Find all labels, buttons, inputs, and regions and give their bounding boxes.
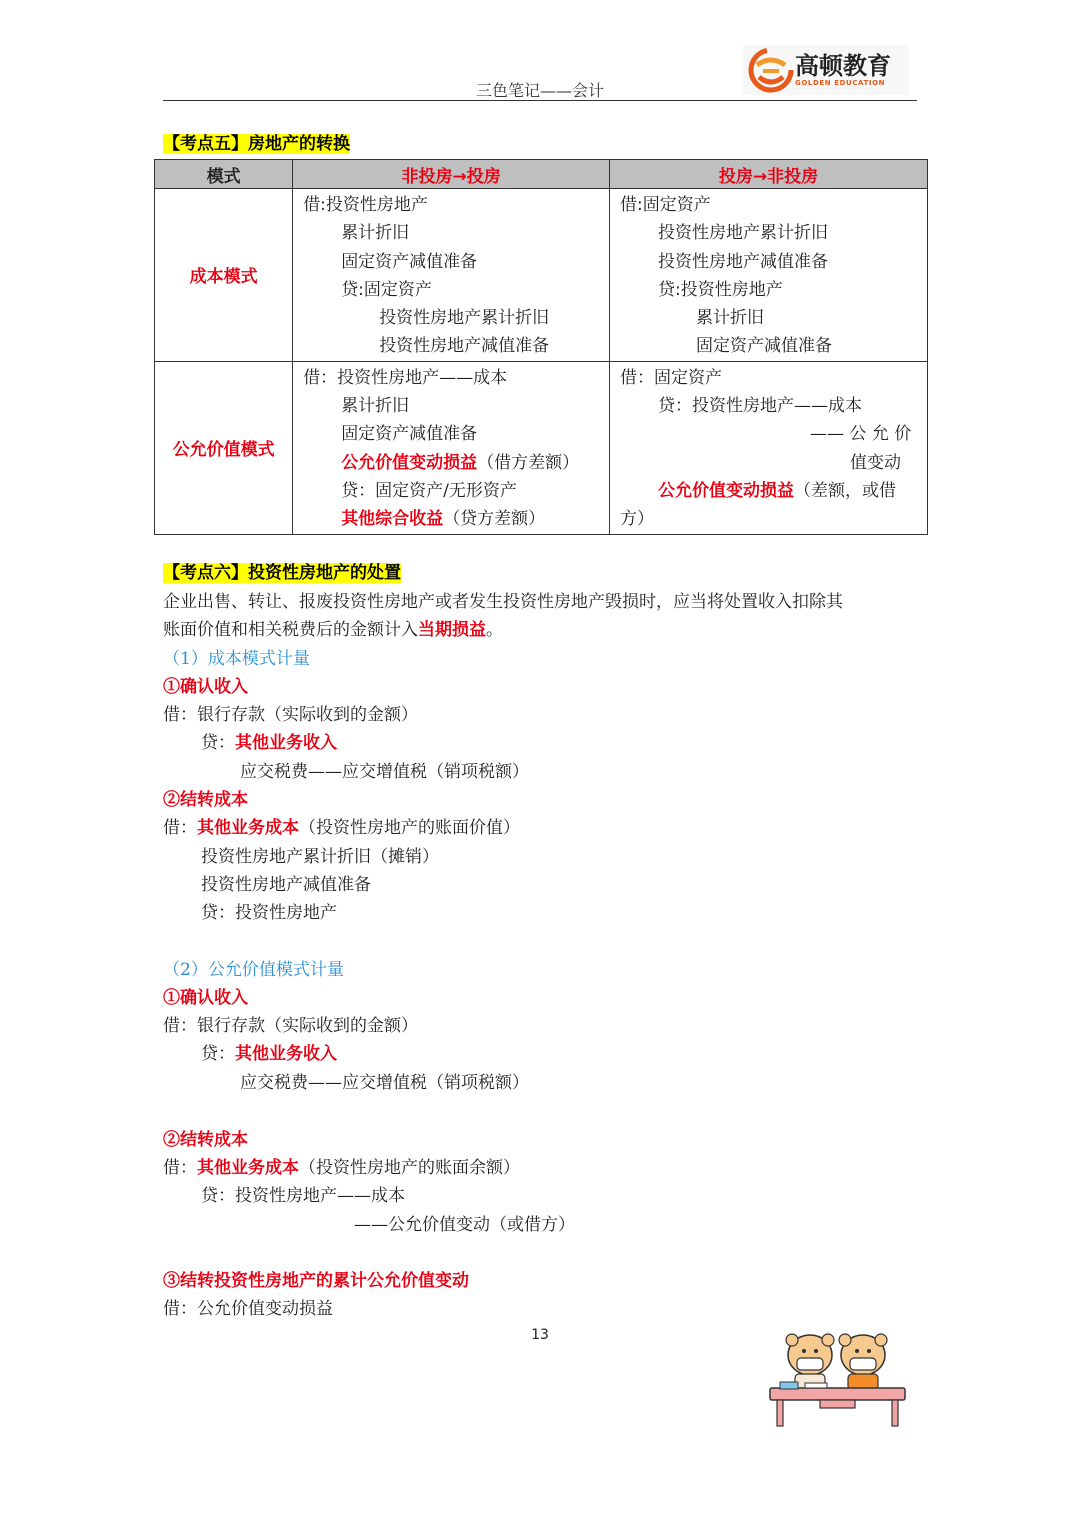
entry-note: （投资性房地产的账面余额） [299,1158,520,1178]
entry-line: 借:固定资产 [620,195,711,215]
cost-left-cell [293,189,610,362]
section6-title-text: 【考点六】投资性房地产的处置 [163,563,401,583]
entry-line: 值变动 [850,452,902,473]
debit-label: 借： [163,1158,197,1178]
mascot-illustration [765,1330,910,1430]
entry-line: 贷：投资性房地产 [201,903,337,923]
conversion-table [154,159,928,535]
entry-line: 累计折旧 [341,396,410,417]
fair-left-cell [293,361,610,534]
entry-note: （借方差额） [477,452,580,473]
entry-line: 应交税费——应交增值税（销项税额） [240,1073,529,1093]
entry-line: 累计折旧 [696,308,765,329]
header-non-to-inv: 非投房→投房 [293,160,610,189]
credit-label: 贷： [201,1044,235,1064]
header-mode: 模式 [155,160,293,189]
entry-line: 累计折旧 [341,223,410,244]
entry-line: 贷：固定资产/无形资产 [341,480,517,501]
entry-line: 贷:投资性房地产 [658,279,783,300]
entry-line [163,1154,520,1182]
entry-line: 借：银行存款（实际收到的金额） [163,705,418,725]
entry-line: 贷：投资性房地产——成本 [658,396,863,417]
entry-red-text: 其他业务成本 [197,1158,299,1178]
logo-en: GOLDEN EDUCATION [795,79,886,87]
cost-model-title: （1）成本模式计量 [163,649,310,669]
entry-line: 固定资产减值准备 [341,424,478,445]
entry-line: ——公允价值变动（或借方） [354,1215,575,1235]
entry-red-text: 其他业务收入 [235,1044,337,1064]
intro-text: 账面价值和相关税费后的金额计入 [163,620,418,640]
entry-note: （差额，或借 [794,480,897,501]
entry-line: 贷：投资性房地产——成本 [201,1186,405,1206]
entry-red-text: 其他业务收入 [235,733,337,753]
mode-cost: 成本模式 [155,189,293,362]
fair-step2-title: ②结转成本 [163,1130,248,1150]
entry-line [620,477,919,505]
entry-line: —— 公 允 价 [810,424,912,445]
entry-line [303,449,601,477]
entry-line [303,505,601,533]
section5-title-text: 【考点五】房地产的转换 [163,134,350,154]
entry-line: 投资性房地产减值准备 [201,875,371,895]
entry-line: 借：公允价值变动损益 [163,1299,333,1319]
intro-end: 。 [486,620,503,640]
entry-line: 借:投资性房地产 [303,195,428,215]
mode-fair: 公允价值模式 [155,361,293,534]
credit-label: 贷： [201,733,235,753]
fair-right-cell [610,361,928,534]
entry-line: 投资性房地产减值准备 [658,251,829,272]
logo-name: 高顿教育 [795,52,891,80]
section5-title [163,131,350,157]
intro-red-text: 当期损益 [418,620,486,640]
entry-line: 投资性房地产累计折旧 [379,308,550,329]
entry-note: （贷方差额） [443,509,546,530]
debit-label: 借： [163,818,197,838]
logo [743,45,909,95]
cost-step2-title: ②结转成本 [163,790,248,810]
table-header-row [155,160,928,189]
entry-line: 应交税费——应交增值税（销项税额） [240,762,529,782]
intro-line-2 [163,616,503,644]
entry-note: （投资性房地产的账面价值） [299,818,520,838]
cost-step1-title: ①确认收入 [163,677,248,697]
entry-line: 投资性房地产累计折旧（摊销） [201,847,439,867]
header-divider [163,100,917,101]
entry-line: 贷:固定资产 [341,279,432,300]
intro-line-1: 企业出售、转让、报废投资性房地产或者发生投资性房地产毁损时，应当将处置收入扣除其 [163,592,843,612]
entry-red-text: 其他综合收益 [341,509,444,530]
page-number: 13 [531,1327,549,1343]
fair-step1-title: ①确认收入 [163,988,248,1008]
fair-model-title: （2）公允价值模式计量 [163,960,344,980]
entry-red-text: 公允价值变动损益 [341,452,478,473]
entry-line [201,1040,337,1068]
section6-title [163,560,401,586]
entry-line: 借：银行存款（实际收到的金额） [163,1016,418,1036]
logo-mark-icon [747,47,795,93]
entry-line: 投资性房地产减值准备 [379,336,550,357]
header-title: 三色笔记——会计 [475,81,604,100]
entry-red-text: 其他业务成本 [197,818,299,838]
table-row-fair [155,361,928,534]
entry-line: 固定资产减值准备 [341,251,478,272]
entry-red-text: 公允价值变动损益 [658,480,795,501]
table-row-cost [155,189,928,362]
entry-line: 借：投资性房地产——成本 [303,367,508,388]
entry-line: 方） [620,509,655,530]
entry-line [201,729,337,757]
entry-line: 借：固定资产 [620,367,723,388]
entry-line [163,814,520,842]
entry-line: 固定资产减值准备 [696,336,833,357]
cost-right-cell [610,189,928,362]
fair-step3-title: ③结转投资性房地产的累计公允价值变动 [163,1271,469,1291]
header-inv-to-non: 投房→非投房 [610,160,928,189]
entry-line: 投资性房地产累计折旧 [658,223,829,244]
